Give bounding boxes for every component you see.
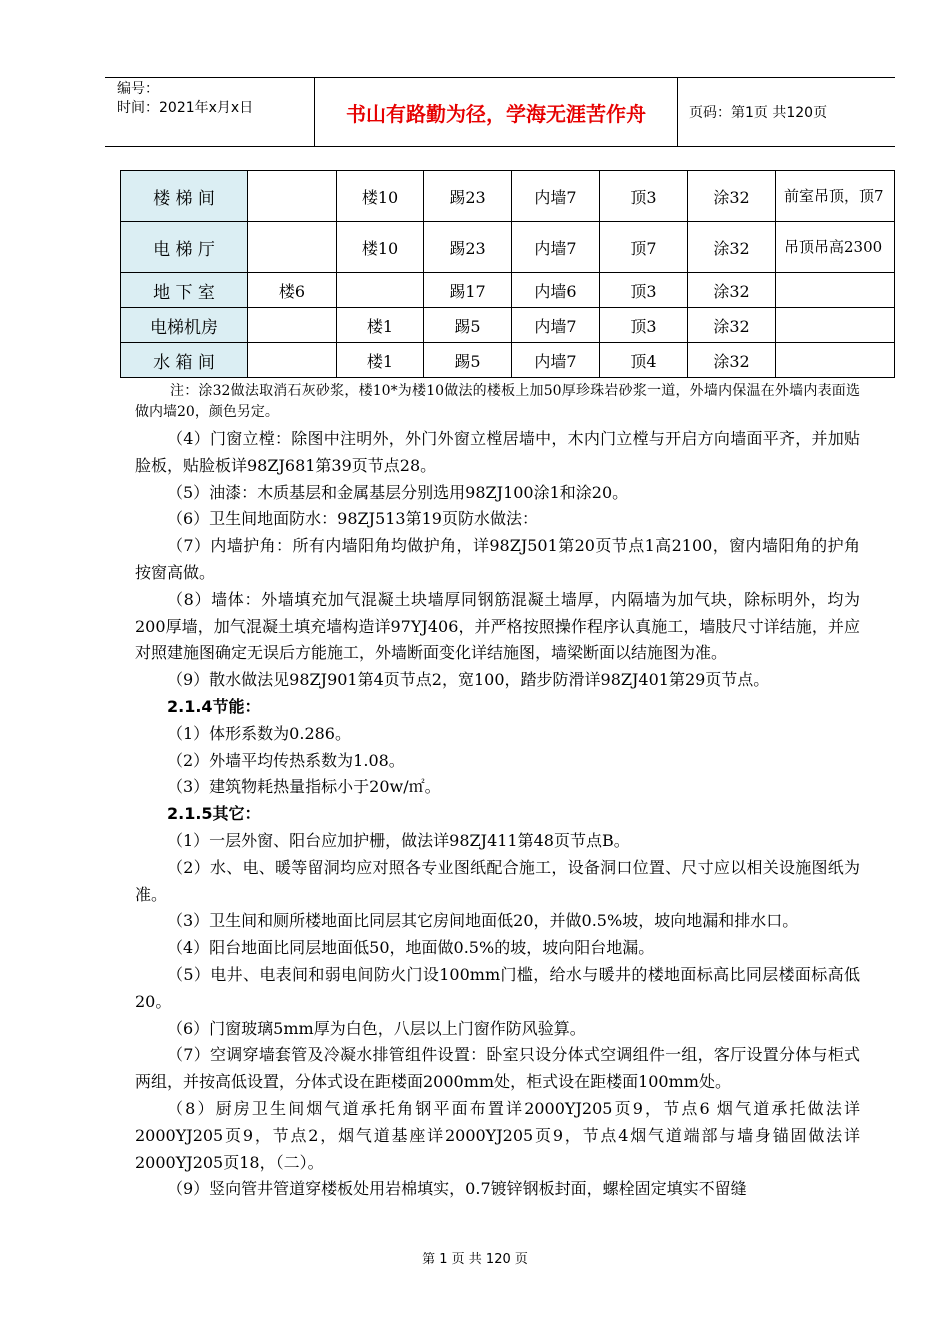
table-cell: [248, 343, 337, 378]
section-heading-other: 2.1.5其它：: [167, 804, 261, 824]
table-cell: 顶3: [600, 308, 688, 343]
paragraph-other-4: （4）阳台地面比同层地面低50，地面做0.5%的坡，坡向阳台地漏。: [167, 938, 655, 958]
table-cell: [776, 343, 895, 378]
table-cell: 顶3: [600, 273, 688, 308]
table-row: [121, 343, 895, 378]
paragraph-corner-guard: （7）内墙护角：所有内墙阳角均做护角，详98ZJ501第20页节点1高2100，窗内墙阳角的护角按窗高做。: [135, 536, 860, 582]
room-name-cell: 楼 梯 间: [121, 171, 248, 222]
table-cell: 踢5: [424, 308, 512, 343]
paragraph-other-5: （5）电井、电表间和弱电间防火门设100mm门槛，给水与暖井的楼地面标高比同层楼面标高低20。: [135, 964, 860, 1011]
table-cell: 踢17: [424, 273, 512, 308]
document-time-label: 时间：2021年x月x日: [117, 100, 254, 116]
table-cell: 内墙7: [512, 222, 600, 273]
header-meta: [105, 78, 315, 146]
paragraph-wall: （8）墙体：外墙填充加气混凝土块墙厚同钢筋混凝土墙厚，内隔墙为加气块，除标明外，均为200厚墙，加气混凝土填充墙构造详97YJ406，并严格按照操作程序认真施工，墙肢尺寸详结施，并应对照建施图确定无误后方能施工，外墙断面变化详结施图，墙梁断面以结施图为准。: [135, 589, 860, 663]
document-body: [135, 381, 860, 1203]
table-cell: 楼1: [337, 308, 424, 343]
header-page-number: 页码：第1页 共120页: [689, 105, 828, 121]
paragraph-door-frame: （4）门窗立樘：除图中注明外，外门外窗立樘居墙中，木内门立樘与开启方向墙面平齐，并加贴脸板，贴脸板详98ZJ681第39页节点28。: [135, 429, 860, 475]
page-footer: 第 1 页 共 120 页: [422, 1252, 528, 1267]
table-note: 注：涂32做法取消石灰砂浆，楼10*为楼10做法的楼板上加50厚珍珠岩砂浆一道，外墙内保温在外墙内表面选做内墙20，颜色另定。: [135, 383, 860, 420]
paragraph-other-3: （3）卫生间和厕所楼地面比同层其它房间地面低20，并做0.5%坡，坡向地漏和排水口。: [167, 911, 799, 931]
table-cell: 内墙7: [512, 308, 600, 343]
table-cell: 顶3: [600, 171, 688, 222]
table-cell: [248, 222, 337, 273]
table-cell: 内墙7: [512, 171, 600, 222]
table-cell: 顶7: [600, 222, 688, 273]
header-motto: 书山有路勤为径，学海无涯苦作舟: [315, 78, 678, 146]
paragraph-waterproof: （6）卫生间地面防水：98ZJ513第19页防水做法：: [167, 509, 538, 529]
paragraph-energy-3: （3）建筑物耗热量指标小于20w/㎡。: [167, 777, 441, 797]
page-header: [105, 77, 895, 147]
table-cell: 涂32: [688, 308, 776, 343]
table-cell: [248, 171, 337, 222]
document-number-label: 编号：: [117, 81, 159, 97]
paragraph-other-6: （6）门窗玻璃5mm厚为白色，八层以上门窗作防风验算。: [167, 1018, 586, 1038]
room-name-cell: 电 梯 厅: [121, 222, 248, 273]
paragraph-other-1: （1）一层外窗、阳台应加护栅，做法详98ZJ411第48页节点B。: [167, 830, 630, 850]
table-row: [121, 171, 895, 222]
table-cell: 涂32: [688, 343, 776, 378]
paragraph-energy-2: （2）外墙平均传热系数为1.08。: [167, 750, 405, 770]
table-cell: 踢23: [424, 222, 512, 273]
paragraph-energy-1: （1）体形系数为0.286。: [167, 723, 351, 743]
table-cell: 楼10: [337, 171, 424, 222]
table-cell: 涂32: [688, 273, 776, 308]
paragraph-other-7: （7）空调穿墙套管及冷凝水排管组件设置：卧室只设分体式空调组件一组，客厅设置分体与柜式两组，并按高低设置，分体式设在距楼面2000mm处，柜式设在距楼面100mm处。: [135, 1045, 860, 1092]
paragraph-other-8: （8）厨房卫生间烟气道承托角钢平面布置详2000YJ205页9，节点6 烟气道承托做法详2000YJ205页9，节点2，烟气道基座详2000YJ205页9，节点4烟气道端部与墙身锚固做法详2000YJ205页18，（二）。: [135, 1098, 860, 1172]
table-cell: 楼10: [337, 222, 424, 273]
section-heading-energy: 2.1.4节能：: [167, 696, 261, 716]
table-cell: [248, 308, 337, 343]
table-cell: 踢5: [424, 343, 512, 378]
table-cell: 踢23: [424, 171, 512, 222]
paragraph-other-9: （9）竖向管井管道穿楼板处用岩棉填实，0.7镀锌钢板封面，螺栓固定填实不留缝: [167, 1179, 747, 1199]
table-cell: [776, 308, 895, 343]
paragraph-apron: （9）散水做法见98ZJ901第4页节点2，宽100，踏步防滑详98ZJ401第29页节点。: [167, 670, 770, 690]
room-name-cell: 地 下 室: [121, 273, 248, 308]
table-cell: 顶4: [600, 343, 688, 378]
table-row: [121, 222, 895, 273]
table-cell: 楼1: [337, 343, 424, 378]
paragraph-other-2: （2）水、电、暖等留洞均应对照各专业图纸配合施工，设备洞口位置、尺寸应以相关设施图纸为准。: [135, 857, 860, 904]
table-row: [121, 308, 895, 343]
table-cell: 内墙7: [512, 343, 600, 378]
table-cell: [776, 273, 895, 308]
table-cell: 吊顶吊高2300: [776, 222, 895, 273]
table-row: [121, 273, 895, 308]
table-cell: [337, 273, 424, 308]
room-name-cell: 水 箱 间: [121, 343, 248, 378]
paragraph-paint: （5）油漆：木质基层和金属基层分别选用98ZJ100涂1和涂20。: [167, 482, 629, 502]
table-cell: 楼6: [248, 273, 337, 308]
table-cell: 涂32: [688, 171, 776, 222]
table-cell: 前室吊顶，顶7: [776, 171, 895, 222]
table-cell: 内墙6: [512, 273, 600, 308]
room-name-cell: 电梯机房: [121, 308, 248, 343]
table-cell: 涂32: [688, 222, 776, 273]
finish-schedule-table: [120, 170, 895, 378]
